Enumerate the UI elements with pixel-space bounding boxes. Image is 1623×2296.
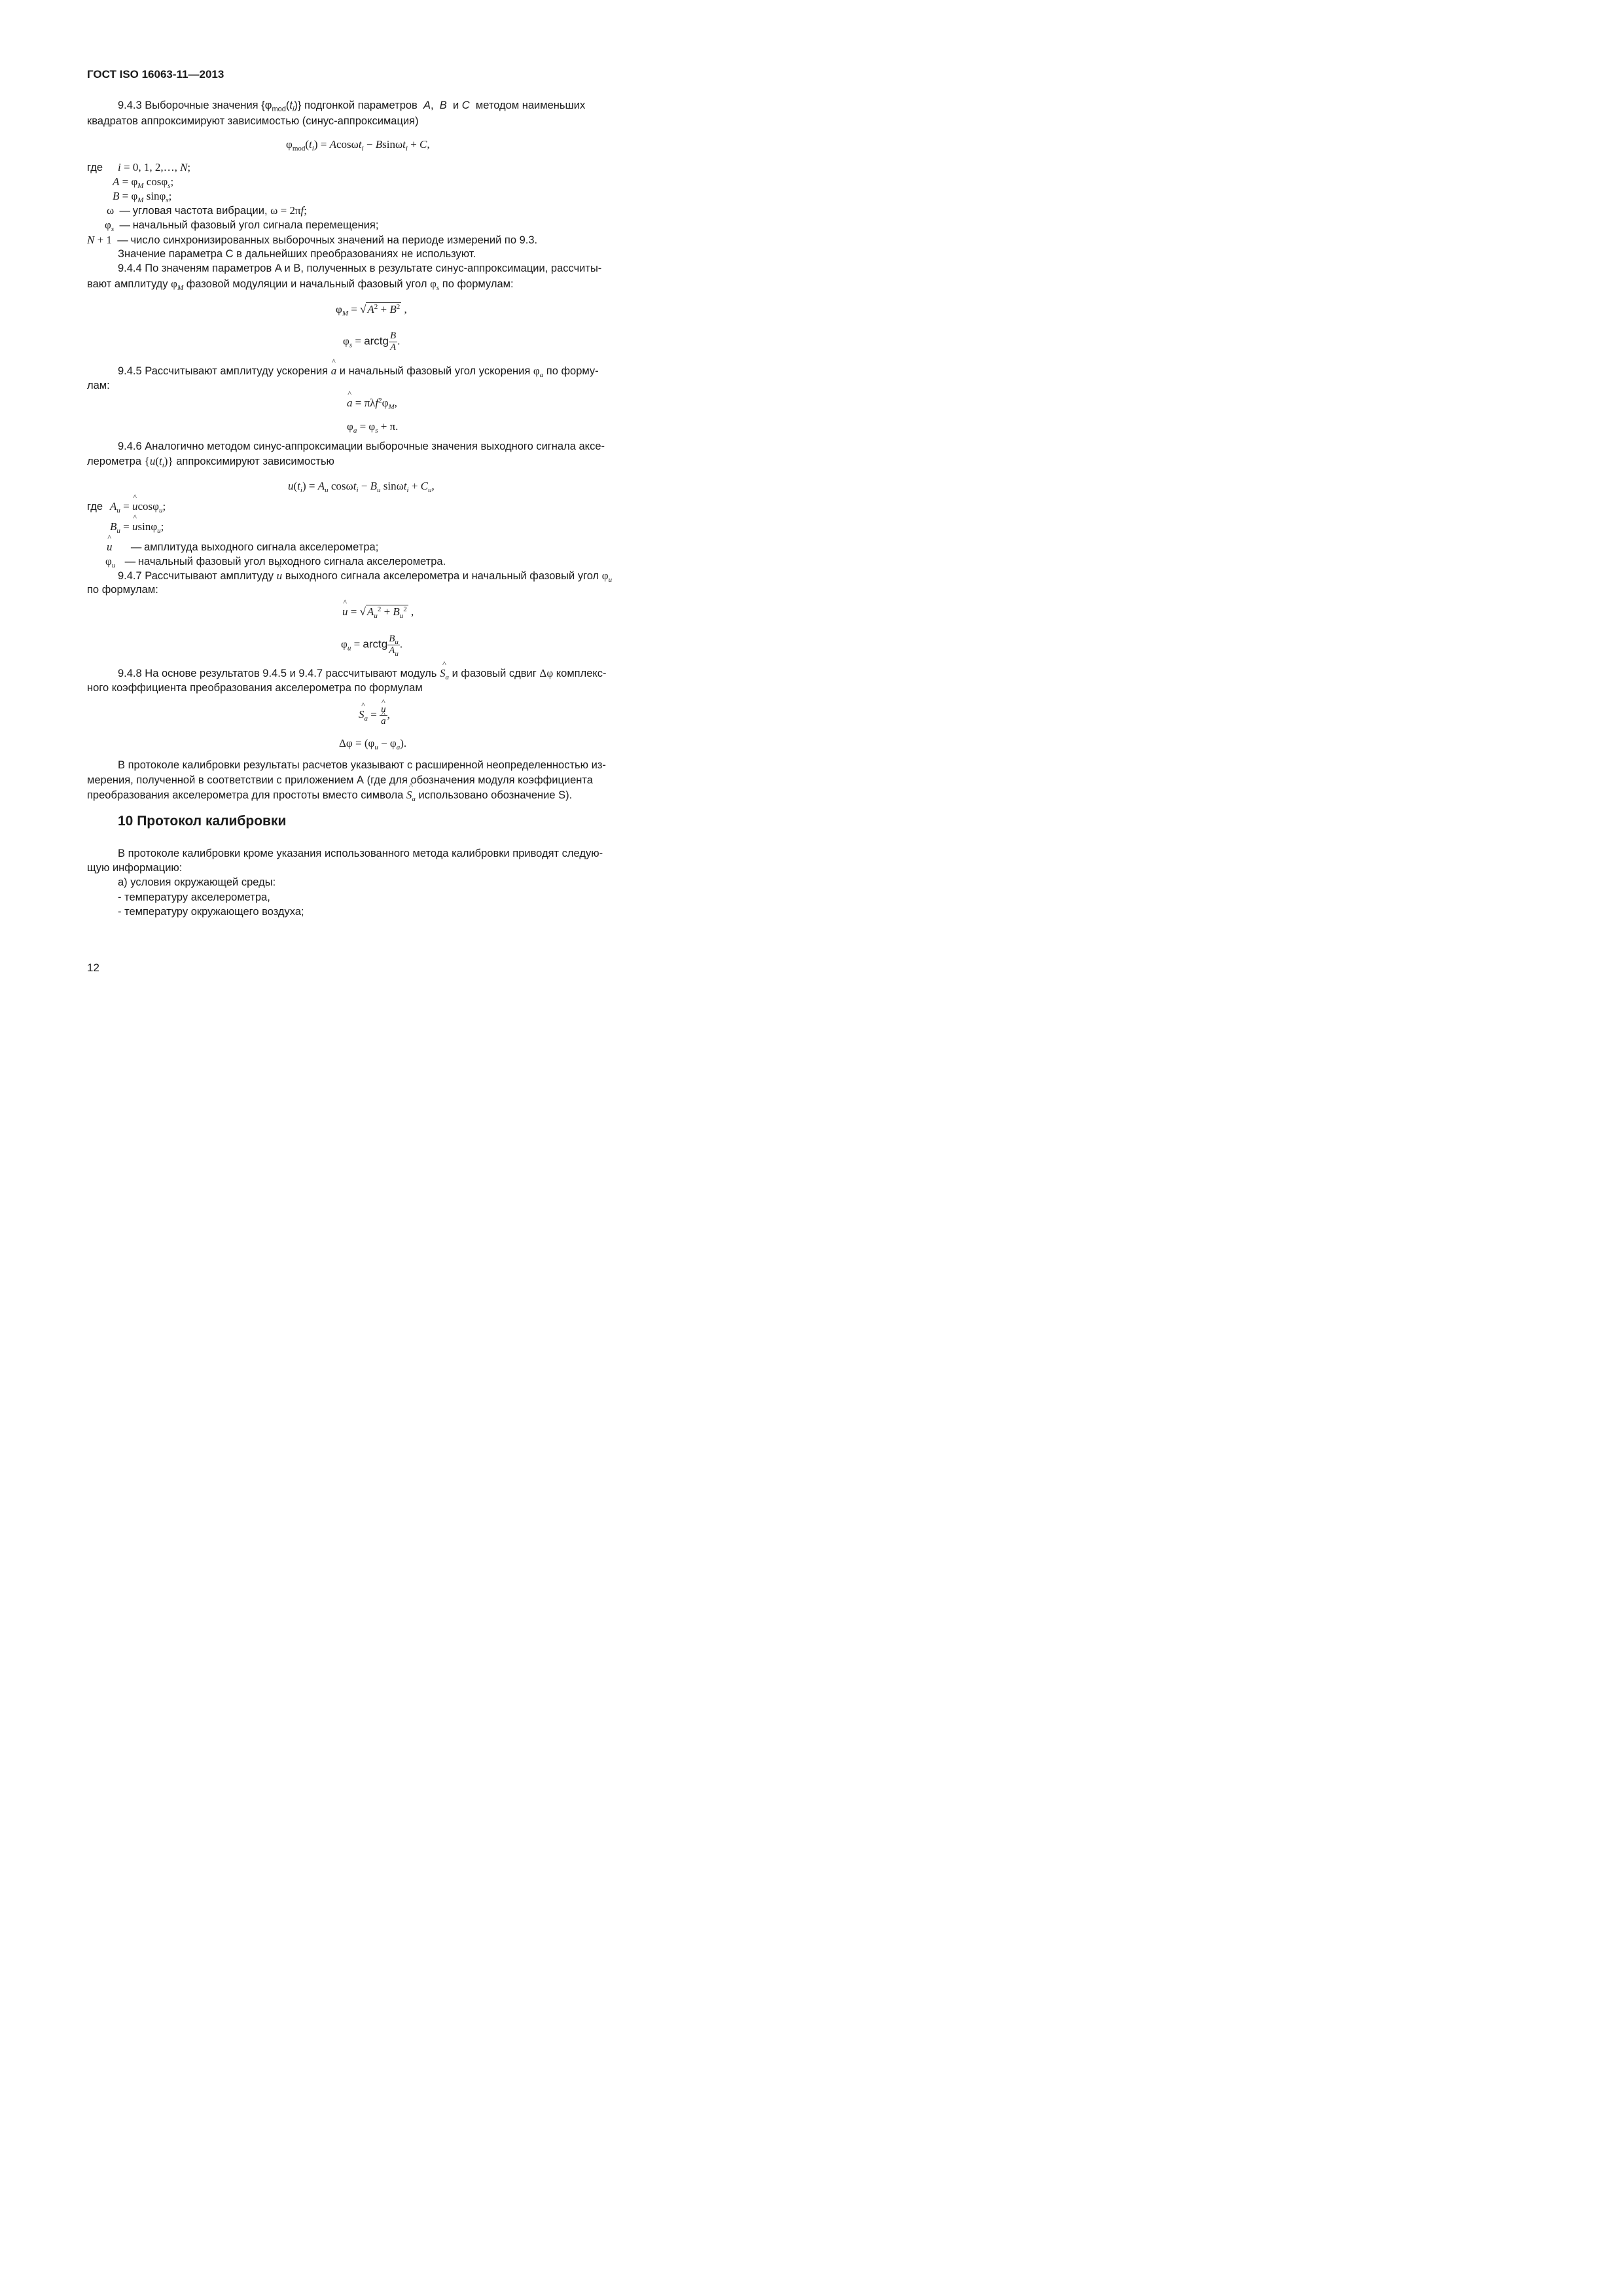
- para-9-4-5-line2: лам:: [87, 380, 110, 391]
- para-9-4-4-line2: вают амплитуду $\varphi_M$ фазовой модуляции и начальный фазовый угол $\varphi_s$ по формулам:: [87, 278, 514, 292]
- formula-phi-mod: $\varphi_{mod}(t_i) = Acos\omega t_i - Bsin\omega t_i + C$,: [286, 138, 430, 152]
- protocol-para-line1: В протоколе калибровки результаты расчетов указывают с расширенной неопределенностью из-: [118, 759, 606, 771]
- def-omega: ω — угловая частота вибрации, ω = 2πf;: [107, 204, 308, 217]
- protocol-para-line2: мерения, полученной в соответствии с приложением А (где для обозначения модуля коэффициента: [87, 774, 593, 786]
- para-9-4-8-line2: ного коэффициента преобразования акселерометра по формулам: [87, 682, 423, 694]
- def-phi-u: $\varphi_u$ — начальный фазовый угол выходного сигнала акселерометра.: [105, 555, 446, 569]
- para-9-4-4-line1: 9.4.4 По значеням параметров A и B, полученных в результате синус-аппроксимации, рассчиты-: [118, 262, 602, 274]
- list-item-1: - температуру акселерометра,: [118, 891, 270, 903]
- formula-phi-a: $\varphi_a = \varphi_s + \pi$.: [347, 420, 399, 435]
- def-phi-s: $\varphi_s$ — начальный фазовый угол сигнала перемещения;: [105, 219, 379, 233]
- where-label: где: [87, 162, 103, 173]
- where-label-2: где: [87, 501, 103, 512]
- def-a: $A = \varphi_M$ cosφ$_s$;: [113, 175, 174, 190]
- formula-a-hat: ^ $a = \pi\lambda f^2\varphi_M$,: [347, 397, 397, 410]
- def-i: i = 0, 1, 2,…, N;: [118, 161, 191, 173]
- para-9-4-6-line1: 9.4.6 Аналогично методом синус-аппроксимации выборочные значения выходного сигнала аксе-: [118, 440, 605, 452]
- section-10-line2: щую информацию:: [87, 862, 183, 874]
- para-9-4-8-line1: 9.4.8 На основе результатов 9.4.5 и 9.4.7 рассчитывают модуль ^ $S_a$ и фазовый сдвиг Δφ комплекс-: [118, 667, 607, 680]
- section-10-title: 10 Протокол калибровки: [118, 814, 287, 829]
- section-10-line1: В протоколе калибровки кроме указания использованного метода калибровки приводят следую-: [118, 848, 603, 859]
- def-bu: $B_u$ = ^ usinφ$_u$;: [110, 520, 164, 533]
- para-9-4-3-line1: 9.4.3 Выборочные значения $\{\varphi_{mod}(t_i)\}$ подгонкой параметров A, B и C методом наименьших: [118, 99, 586, 113]
- para-text: 9.4.3 Выборочные значения: [118, 99, 259, 111]
- def-u-hat: ^ u — амплитуда выходного сигнала акселерометра;: [107, 541, 378, 554]
- def-b: $B = \varphi_M$ sinφ$_s$;: [113, 190, 172, 204]
- formula-phi-s: $\varphi_s$ = arctg $\frac{B}{A}$ .: [343, 331, 401, 353]
- para-9-4-6-line2: лерометра $\{u(t_i)\}$ аппроксимируют зависимостью: [87, 455, 334, 469]
- para-9-4-3-line2: квадратов аппроксимируют зависимостью (синус-аппроксимация): [87, 115, 419, 127]
- para-9-4-7-line2: по формулам:: [87, 584, 158, 596]
- para-text: подгонкой параметров: [304, 99, 418, 111]
- formula-u-hat: ^ u = √ $A_u^2 + B_u^2$ ,: [342, 605, 414, 619]
- protocol-para-line3: преобразования акселерометра для простоты вместо символа ^ $S_a$ использовано обозначение S).: [87, 789, 572, 802]
- list-item-2: - температуру окружающего воздуха;: [118, 906, 304, 918]
- formula-s-a: ^ $S_a$ = ^ u ^ a ,: [359, 704, 390, 727]
- para-9-4-5-line1: 9.4.5 Рассчитывают амплитуду ускорения ^ a и начальный фазовый угол ускорения $\varphi_a$ по форму-: [118, 365, 599, 378]
- document-header: ГОСТ ISO 16063-11—2013: [87, 68, 224, 81]
- formula-delta-phi: $\Delta\varphi = (\varphi_u - \varphi_a)$.: [339, 737, 407, 751]
- def-au: $A_u$ = ^ ucosφ$_u$;: [110, 500, 166, 513]
- formula-phi-m: $\varphi_M$ = √ $A^2 + B^2$ ,: [336, 303, 407, 317]
- note-param-c: Значение параметра C в дальнейших преобразованиях не используют.: [118, 248, 476, 260]
- para-9-4-7-line1: 9.4.7 Рассчитывают амплитуду ^ u выходного сигнала акселерометра и начальный фазовый угол $\varphi_u$: [118, 569, 612, 583]
- list-item-a: а) условия окружающей среды:: [118, 876, 276, 888]
- formula-phi-u: $\varphi_u$ = arctg $\frac{B_u}{A_u}$ .: [341, 634, 403, 658]
- def-n-plus-1: N + 1 — число синхронизированных выборочных значений на периоде измерений по 9.3.: [87, 234, 538, 246]
- formula-u-ti: $u(t_i) = A_u$ $\cos\omega t_i - B_u$ $\sin\omega t_i + C_u$,: [288, 480, 435, 494]
- para-text: методом наименьших: [475, 99, 586, 111]
- page-number: 12: [87, 961, 99, 974]
